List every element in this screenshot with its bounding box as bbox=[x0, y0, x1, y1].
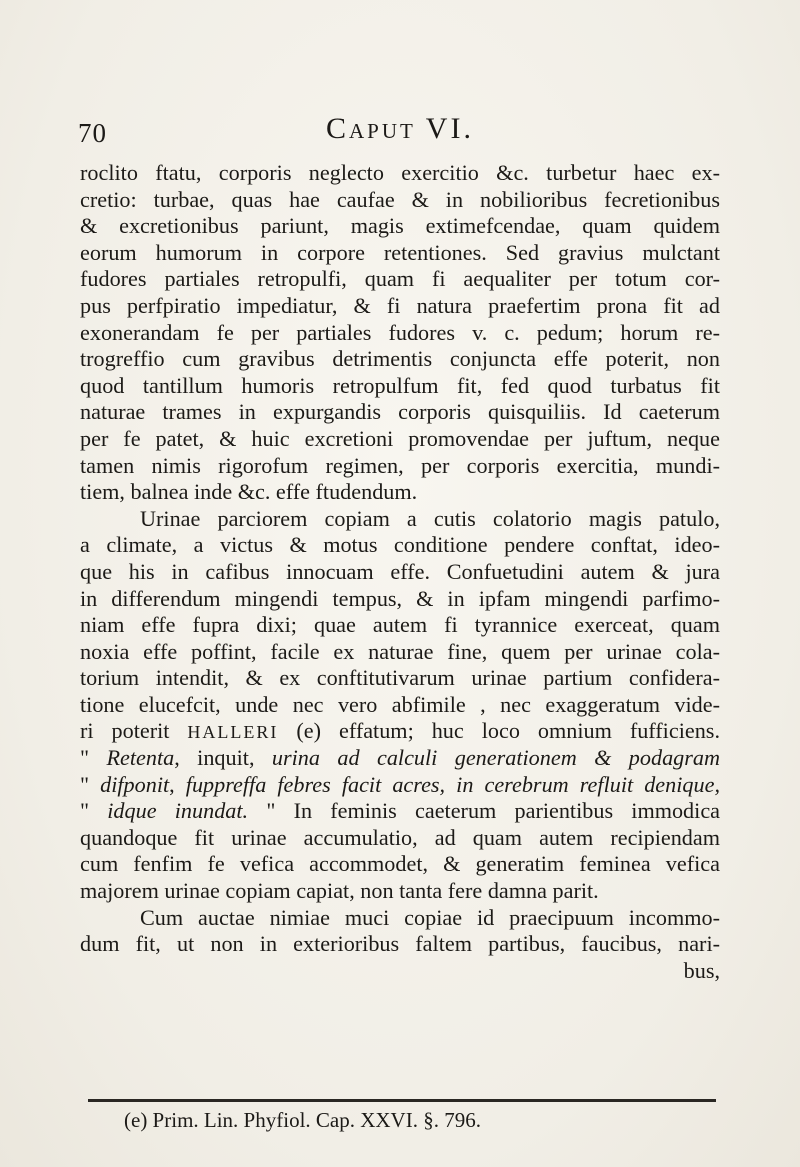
text-line: dum fit, ut non in exterioribus faltem partibus, faucibus, nari- bbox=[80, 931, 720, 957]
text-line: noxia effe poffint, facile ex naturae fine, quem per urinae cola- bbox=[80, 638, 720, 664]
quote-mark: " bbox=[80, 771, 90, 797]
quote-plain: " In feminis caeterum parientibus immodica bbox=[266, 798, 721, 824]
body-text bbox=[80, 160, 720, 984]
text-line: in differendum mingendi tempus, & in ipfam mingendi parfimo- bbox=[80, 585, 720, 611]
text-line: majorem urinae copiam capiat, non tanta fere damna parit. bbox=[80, 878, 599, 904]
page-number: 70 bbox=[78, 118, 107, 148]
text-line-halleri bbox=[80, 718, 720, 745]
text-line: trogreffio cum gravibus detrimentis conjuncta effe poterit, non bbox=[80, 346, 720, 372]
quote-line bbox=[80, 798, 720, 825]
quote-mark: " bbox=[80, 798, 90, 824]
text-line: Urinae parciorem copiam a cutis colatorio magis patulo, bbox=[140, 505, 720, 531]
text-line: cum fenfim fe vefica accommodet, & generatim feminea vefica bbox=[80, 851, 720, 877]
text-line: quod tantillum humoris retropulfum fit, fed quod turbatus fit bbox=[80, 372, 720, 398]
text-line: torium intendit, & ex conftitutivarum urinae partium confidera- bbox=[80, 665, 720, 691]
text-line: tiem, balnea inde &c. effe ftudendum. bbox=[80, 479, 418, 505]
running-head: Caput VI. bbox=[326, 112, 474, 145]
quote-italic: difponit bbox=[100, 771, 170, 797]
halleri-before: ri poterit bbox=[80, 718, 188, 744]
text-line: tamen nimis rigorofum regimen, per corporis exercitia, mundi- bbox=[80, 452, 720, 478]
quote-plain: , inquit, bbox=[174, 745, 272, 771]
quote-plain: , bbox=[169, 771, 186, 797]
text-line: a climate, a victus & motus conditione pendere conftat, ideo- bbox=[80, 532, 720, 558]
page-header bbox=[0, 112, 800, 152]
text-line: Cum auctae nimiae muci copiae id praecipuum incommo- bbox=[140, 904, 720, 930]
text-line: cretio: turbae, quas hae caufae & in nobilioribus fecretionibus bbox=[80, 186, 720, 212]
quote-line bbox=[80, 745, 720, 772]
quote-italic: Retenta bbox=[106, 745, 175, 771]
text-line: tione elucefcit, unde nec vero abfimile , nec exaggeratum vide- bbox=[80, 691, 720, 717]
footnote: (e) Prim. Lin. Phyfiol. Cap. XXVI. §. 796. bbox=[124, 1108, 481, 1132]
text-line: eorum humorum in corpore retentiones. Sed gravius mulctant bbox=[80, 239, 720, 265]
text-line: per fe patet, & huic excretioni promovendae per juftum, neque bbox=[80, 425, 720, 451]
text-line: & excretionibus pariunt, magis extimefcendae, quam quidem bbox=[80, 213, 720, 239]
text-line: roclito ftatu, corporis neglecto exercitio &c. turbetur haec ex- bbox=[80, 160, 720, 185]
quote-italic: urina ad calculi generationem & podagram bbox=[271, 745, 721, 771]
catchword: bus, bbox=[683, 957, 720, 983]
quote-italic: fuppreffa febres facit acres, in cerebrum refluit denique, bbox=[185, 771, 720, 797]
text-line: exonerandam fe per partiales fudores v. c. pedum; horum re- bbox=[80, 319, 720, 345]
text-line: que his in cafibus innocuam effe. Confuetudini autem & jura bbox=[80, 558, 720, 584]
text-line: pus perfpiratio impediatur, & fi natura praefertim prona fit ad bbox=[80, 292, 720, 318]
halleri-after: (e) effatum; huc loco omnium fufficiens. bbox=[278, 718, 720, 744]
quote-italic: idque inundat. bbox=[107, 798, 249, 824]
text-line: niam effe fupra dixi; quae autem fi tyrannice exerceat, quam bbox=[80, 612, 720, 638]
text-line: quandoque fit urinae accumulatio, ad quam autem recipiendam bbox=[80, 824, 720, 850]
quote-line bbox=[80, 772, 720, 799]
text-line: naturae trames in expurgandis corporis quisquiliis. Id caeterum bbox=[80, 399, 720, 425]
text-line: fudores partiales retropulfi, quam fi aequaliter per totum cor- bbox=[80, 266, 720, 292]
quote-mark: " bbox=[80, 745, 90, 771]
footnote-rule bbox=[88, 1099, 716, 1102]
author-name-halleri: HALLERI bbox=[187, 722, 279, 743]
